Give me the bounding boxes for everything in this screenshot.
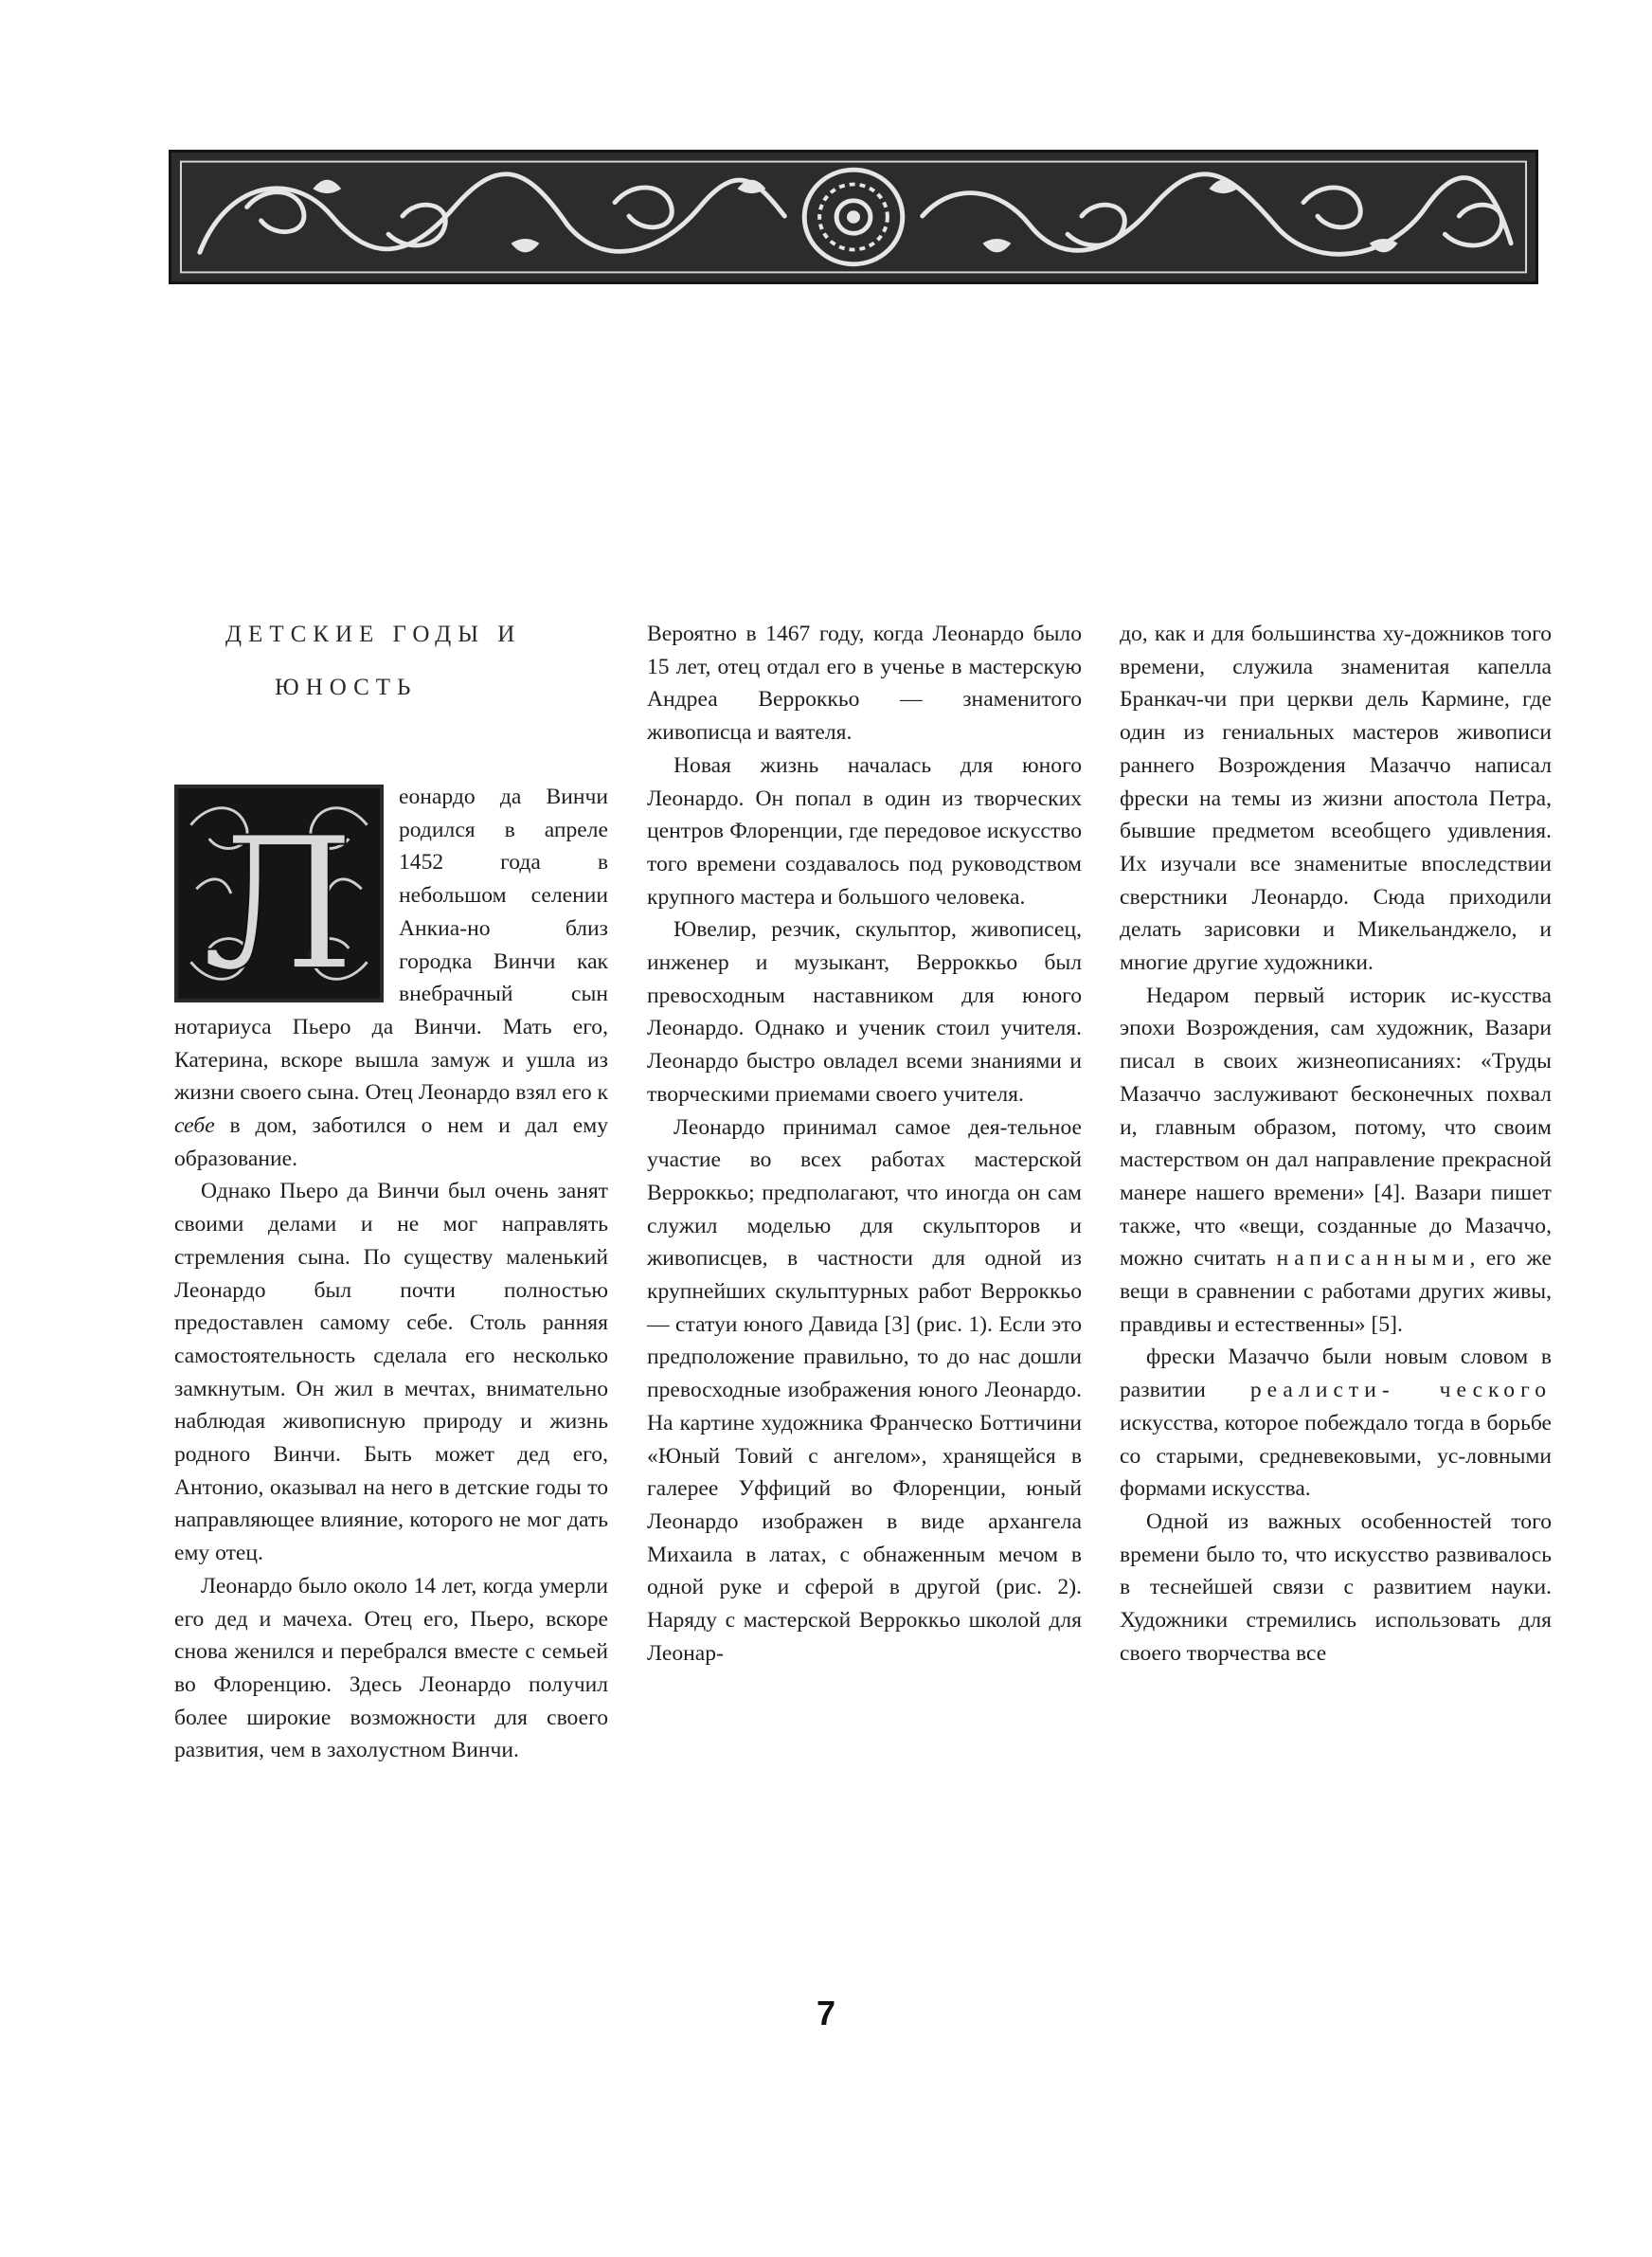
paragraph-2-4: Леонардо принимал самое дея-тельное участие во всех работах мастерской Верроккьо; предполагают, что иногда он сам служил моделью для скульпторов и живописцев, в частности для одной из крупнейших скульптурных работ Верроккьо — статуи юного Давида [3] (рис. 1). Если это предположение правильно, то до нас дошли превосходные изображения юного Леонардо. На картине художника Франческо Боттичини «Юный Товий с ангелом», хранящейся в галерее Уффиций во Флоренции, юный Леонардо изображен в виде архангела Михаила в латах, с обнаженным мечом в одной руке и сферой в другой (рис. 2). Наряду с мастерской Верроккьо школой для Леонар-	[647, 1114, 1082, 1666]
paragraph-3-3: фрески Мазаччо были новым словом в развитии	[1120, 1345, 1552, 1403]
paragraph-3-4: Одной из важных особенностей того времени было то, что искусство развивалось в теснейшей связи с развитием науки. Художники стремились использовать для своего творчества все	[1120, 1508, 1552, 1666]
text-column-3	[1120, 618, 1552, 1670]
paragraph-1-3: Леонардо было около 14 лет, когда умерли его дед и мачеха. Отец его, Пьеро, вскоре снова женился и перебрался вместе с семьей во Флоренцию. Здесь Леонардо получил более широкие возможности для своего развития, чем в захолустном Винчи.	[174, 1573, 608, 1763]
paragraph-2-3: Ювелир, резчик, скульптор, живописец, инженер и музыкант, Верроккьо был превосходным наставником для юного Леонардо. Однако и ученик стоил учителя. Леонардо быстро овладел всеми знаниями и творческими приемами своего учителя.	[647, 917, 1082, 1107]
paragraph-2-2: Новая жизнь началась для юного Леонардо. Он попал в один из творческих центров Флоренции, где передовое искусство того времени создавалось под руководством крупного мастера и большого человека.	[647, 752, 1082, 910]
paragraph-1-2: Однако Пьеро да Винчи был очень занят своими делами и не мог направлять стремления сына. По существу маленький Леонардо был почти полностью предоставлен самому себе. Столь ранняя самостоятельность сделала его несколько замкнутым. Он жил в мечтах, внимательно наблюдая живописную природу и жизнь родного Винчи. Быть может дед его, Антонио, оказывал на него в детские годы то направляющее влияние, которого не мог дать ему отец.	[174, 1179, 608, 1566]
paragraph-3-3-spaced-2: ческого	[1439, 1378, 1552, 1403]
paragraph-1-1: еонардо да Винчи родился в апреле 1452 года в небольшом селении Анкиа-но близ городка Винчи как внебрачный сын нотариуса Пьеро да Винчи. Мать его, Катерина, вскоре вышла замуж и ушла из жизни своего сына. Отец Леонардо взял его к	[174, 785, 608, 1106]
paragraph-3-3-end: искусства, которое побеждало тогда в борьбе со старыми, средневековыми, ус-ловными формами искусства.	[1120, 1410, 1552, 1502]
paragraph-1-1-emphasis: себе	[174, 1113, 215, 1139]
paragraph-3-3-spaced-1: реалисти-	[1249, 1378, 1395, 1403]
chapter-heading	[225, 608, 604, 714]
chapter-heading-line2: ЮНОСТЬ	[275, 675, 418, 700]
text-column-2	[647, 618, 1082, 1670]
drop-cap	[174, 785, 384, 1002]
drop-cap-letter: Л	[202, 799, 355, 999]
paragraph-3-1: до, как и для большинства ху-дожников того времени, служила знаменитая капелла Бранкач-чи при церкви дель Кармине, где один из гениальных мастеров живописи раннего Возрождения Мазаччо написал фрески на темы из жизни апостола Петра, бывшие предметом всеобщего удивления. Их изучали все знаменитые впоследствии сверстники Леонардо. Сюда приходили делать зарисовки и Микельанджело, и многие другие художники.	[1120, 622, 1552, 976]
ornamental-header-banner	[169, 150, 1538, 284]
ornament-scroll-icon	[171, 153, 1535, 281]
paragraph-3-2-end: , его же вещи в сравнении с работами других живы, правдивы и естественны» [5].	[1120, 1246, 1552, 1337]
chapter-heading-line1: ДЕТСКИЕ ГОДЫ И	[225, 622, 522, 647]
paragraph-3-2: Недаром первый историк ис-кусства эпохи Возрождения, сам художник, Вазари писал в своих жизнеописаниях: «Труды Мазаччо заслуживают бесконечных похвал и, главным образом, потому, что своим мастерством он дал направление прекрасной манере нашего времени» [4]. Вазари пишет также, что «вещи, созданные до Мазаччо, можно считать	[1120, 983, 1552, 1272]
page-number: 7	[816, 1994, 836, 2032]
drop-cap-letter-icon	[178, 788, 380, 999]
paragraph-3-2-spaced: написанными	[1276, 1246, 1470, 1272]
text-column-1	[174, 781, 608, 1767]
paragraph-1-1-end: в дом, заботился о нем и дал ему образование.	[174, 1113, 608, 1171]
paragraph-2-1: Вероятно в 1467 году, когда Леонардо было 15 лет, отец отдал его в ученье в мастерскую Андреа Верроккьо — знаменитого живописца и ваятеля.	[647, 622, 1082, 746]
